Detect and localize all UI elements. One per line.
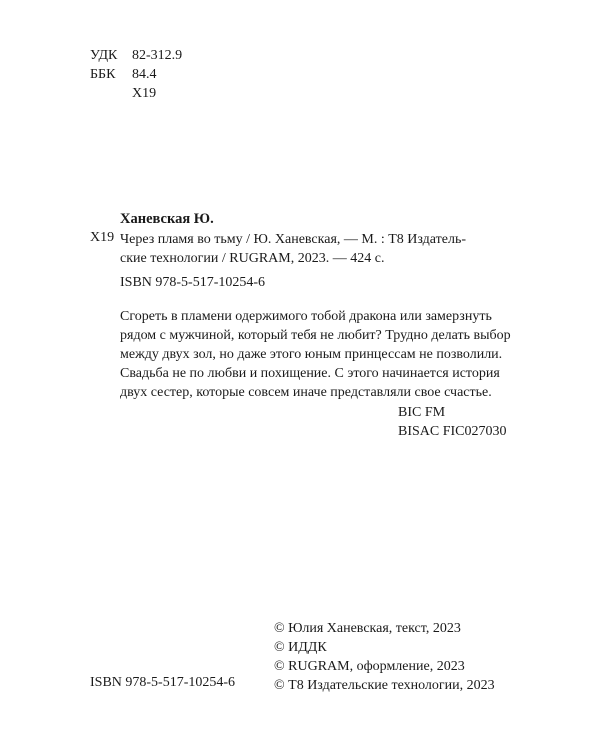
description-line: Через пламя во тьму / Ю. Ханевская, — М. : Т8 Издатель- — [120, 232, 467, 247]
annotation-line: рядом с мужчиной, который тебя не любит? Трудно делать выбор — [120, 328, 511, 343]
copyright-line: © Юлия Ханевская, текст, 2023 — [274, 621, 461, 636]
udk-value: 82-312.9 — [132, 48, 183, 63]
copyright-block — [274, 619, 495, 695]
annotation — [120, 307, 511, 402]
description-line: ские технологии / RUGRAM, 2023. — 424 с. — [120, 251, 385, 266]
author-mark-row — [90, 84, 182, 103]
copyright-line: © Т8 Издательские технологии, 2023 — [274, 678, 495, 693]
bic-code: BIC FM — [398, 405, 446, 420]
author-mark: Х19 — [132, 86, 157, 101]
bbk-value: 84.4 — [132, 67, 157, 82]
annotation-line: Сгореть в пламени одержимого тобой дракона или замерзнуть — [120, 309, 492, 324]
bbk-row — [90, 65, 182, 84]
bbk-label: ББК — [90, 67, 116, 82]
copyright-line: © RUGRAM, оформление, 2023 — [274, 659, 465, 674]
subject-codes — [398, 403, 507, 441]
entry-description — [120, 230, 466, 268]
bisac-code: BISAC FIC027030 — [398, 424, 507, 439]
entry-author: Ханевская Ю. — [120, 211, 214, 227]
entry-isbn: ISBN 978-5-517-10254-6 — [120, 275, 266, 290]
annotation-line: двух сестер, которые совсем иначе представляли свое счастье. — [120, 385, 492, 400]
classification-block — [90, 46, 182, 103]
copyright-line: © ИДДК — [274, 640, 327, 655]
udk-row — [90, 46, 182, 65]
bottom-isbn: ISBN 978-5-517-10254-6 — [90, 675, 236, 690]
udk-label: УДК — [90, 48, 118, 63]
annotation-line: Свадьба не по любви и похищение. С этого начинается история — [120, 366, 500, 381]
annotation-line: между двух зол, но даже этого юным принцессам не позволили. — [120, 347, 503, 362]
entry-code: Х19 — [90, 230, 115, 245]
